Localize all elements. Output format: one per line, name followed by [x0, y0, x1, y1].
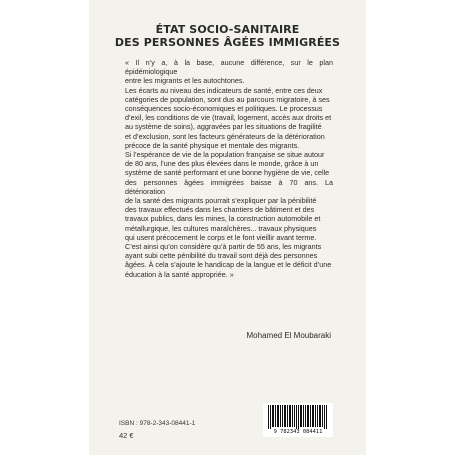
blurb-line: conséquences socio-économiques et politiques. Le processus [125, 104, 323, 114]
blurb-line: Les écarts au niveau des indicateurs de santé, entre ces deux [125, 85, 323, 95]
blurb-line: de 80 ans, l’une des plus élevées dans le monde, grâce à un [125, 159, 319, 169]
blurb-line: et d’exclusion, sont les facteurs générateurs de la détérioration [125, 131, 325, 141]
barcode-bars-icon [268, 405, 328, 429]
blurb-line: catégories de population, sont dus au parcours migratoire, à ses [125, 94, 330, 104]
blurb-line: âgées. À cela s’ajoute le handicap de la langue et le déficit d’une [125, 260, 332, 270]
blurb-line: des travaux effectués dans les chantiers de bâtiment et des [125, 205, 315, 215]
blurb-line: de la santé des migrants pourrait s’expliquer par la pénibilité [125, 196, 317, 206]
blurb-line: qui usent précocement le corps et le font vieillir avant terme. [125, 232, 317, 242]
blurb-line: des personnes âgées immigrées baisse à 70 ans. La détérioration [125, 177, 333, 196]
author-name: Mohamed El Moubaraki [246, 331, 331, 340]
blurb-line: C’est ainsi qu’on considère qu’à partir de 55 ans, les migrants [125, 242, 322, 252]
blurb-line: au système de soins), aggravées par les situations de fragilité [125, 122, 322, 132]
blurb-line: précoce de la santé physique et mentale des migrants. [125, 140, 300, 150]
blurb-line: d’exil, les conditions de vie (travail, logement, accès aux droits et [125, 113, 332, 123]
blurb-line: ayant subi cette pénibilité du travail sont déjà des personnes [125, 251, 318, 261]
blurb-line: système de santé performant et une bonne hygiène de vie, celle [125, 168, 330, 178]
blurb-line: éducation à la santé appropriée. » [125, 269, 234, 279]
book-back-cover [89, 0, 366, 455]
barcode-digits: 9 782343 084411 [273, 429, 323, 435]
cover-title-line-1: ÉTAT SOCIO-SANITAIRE [155, 23, 300, 36]
blurb-line: « Il n’y a, à la base, aucune différence, sur le plan épidémiologique [125, 58, 333, 77]
price: 42 € [119, 431, 134, 440]
blurb-line: entre les migrants et les autochtones. [125, 76, 245, 86]
blurb-line: travaux publics, dans les mines, la construction automobile et [125, 214, 321, 224]
blurb-line: métallurgique, les cultures maraîchères... travaux physiques [125, 223, 317, 233]
cover-title-line-2: DES PERSONNES ÂGÉES IMMIGRÉES [114, 36, 341, 49]
isbn-number: ISBN : 978-2-343-08441-1 [119, 420, 196, 427]
barcode [263, 403, 333, 437]
blurb-line: Si l’espérance de vie de la population française se situe autour [125, 150, 325, 160]
blurb-text [125, 58, 333, 279]
